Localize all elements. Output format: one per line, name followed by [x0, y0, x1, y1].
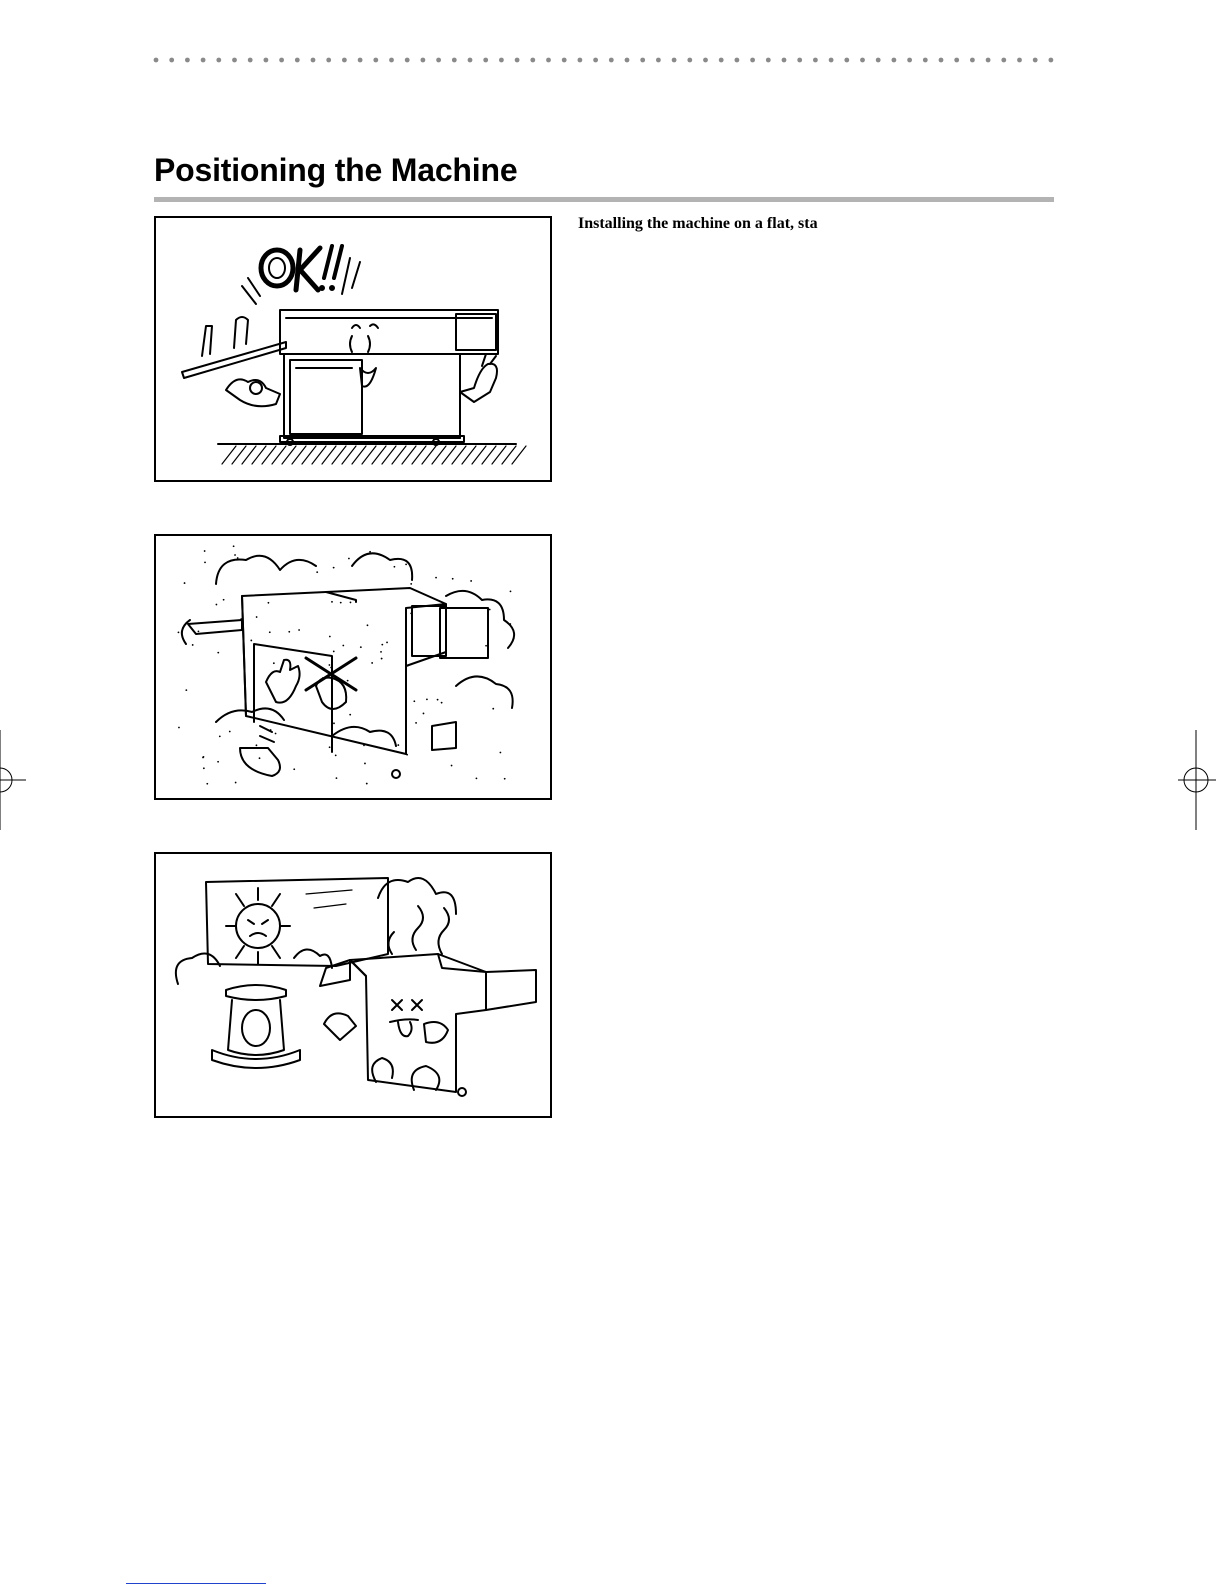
dotted-header-rule — [150, 54, 1060, 66]
dusty-machine-icon — [156, 536, 550, 798]
registration-mark-icon — [1176, 730, 1216, 830]
illustration-dust-panel — [154, 534, 552, 800]
overheated-machine-icon — [156, 854, 550, 1116]
page-title: Positioning the Machine — [154, 152, 518, 188]
title-underline — [154, 197, 1054, 202]
illustration-heat-panel — [154, 852, 552, 1118]
illustration-ok-panel — [154, 216, 552, 482]
machine-ok-icon — [156, 218, 550, 480]
ok-lettering-icon — [242, 246, 360, 304]
registration-mark-icon — [0, 730, 28, 830]
body-text: Installing the machine on a flat, sta — [578, 215, 818, 232]
